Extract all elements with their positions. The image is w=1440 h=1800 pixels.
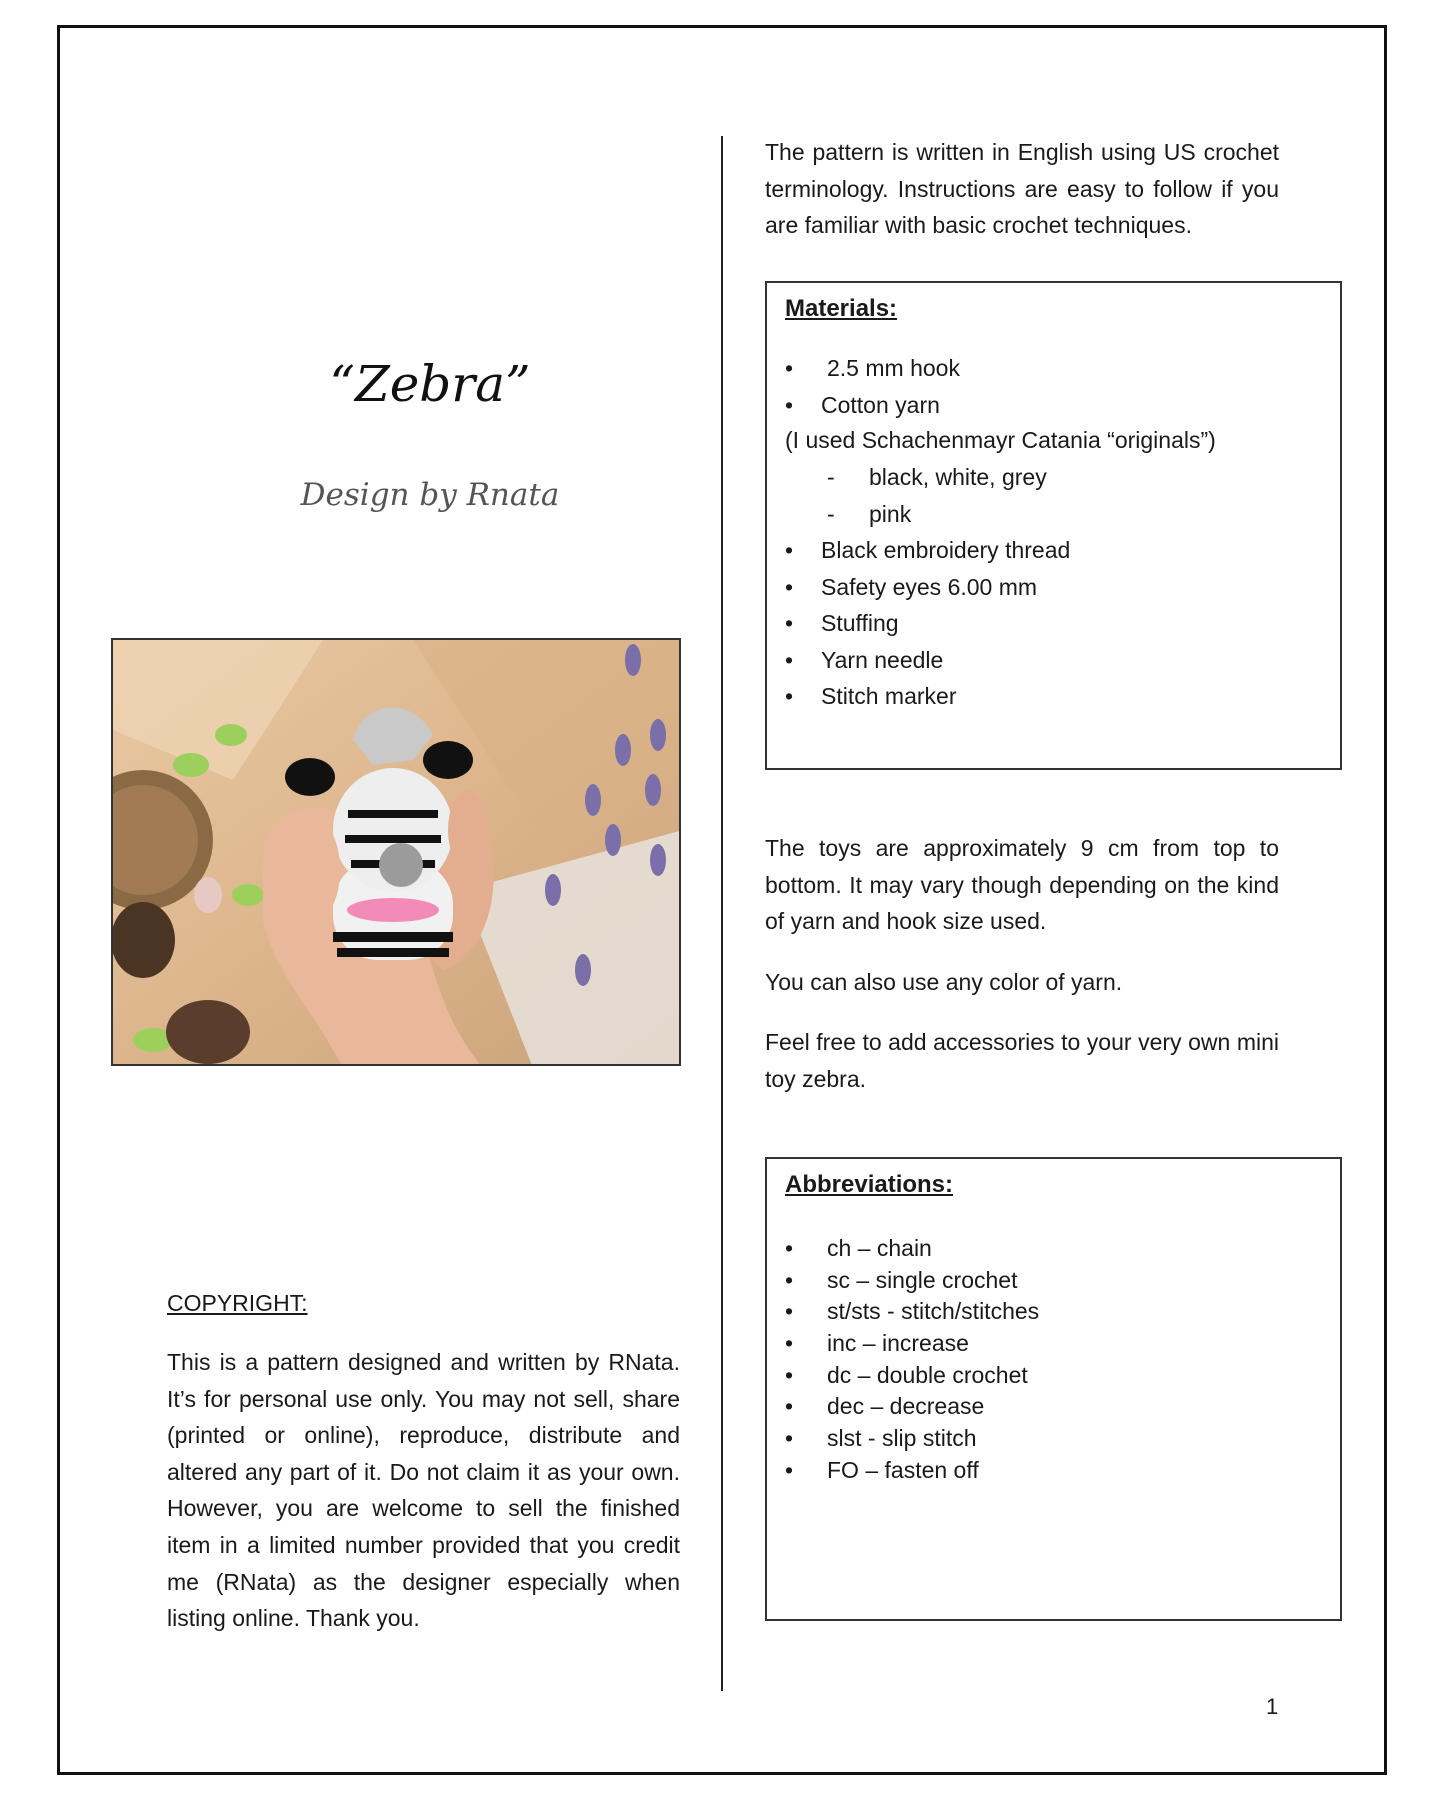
bullet-icon: • <box>785 610 794 637</box>
page-number: 1 <box>1266 1694 1279 1719</box>
color-paragraph: You can also use any color of yarn. <box>765 969 1123 995</box>
bullet-icon: • <box>785 355 794 381</box>
copyright-heading: COPYRIGHT: <box>167 1290 308 1316</box>
bullet-icon: • <box>785 1425 794 1452</box>
column-divider <box>721 136 723 1691</box>
bullet-icon: • <box>785 573 794 600</box>
pattern-title: “Zebra” <box>329 355 531 413</box>
size-paragraph: The toys are approximately 9 cm from top to bottom. It may vary though depending on the kind of yarn and hook size used. <box>765 835 1279 935</box>
bullet-icon: • <box>785 1456 794 1483</box>
bullet-icon: • <box>785 1330 794 1357</box>
bullet-icon: • <box>785 1393 794 1420</box>
intro-paragraph: The pattern is written in English using US crochet terminology. Instructions are easy to follow if you are familiar with basic crochet techniques. <box>765 139 1279 239</box>
bullet-icon: • <box>785 391 794 418</box>
bullet-icon: • <box>785 537 794 563</box>
abbreviations-heading: Abbreviations: <box>785 1171 954 1198</box>
bullet-icon: • <box>785 1361 794 1388</box>
designer-credit: Design by Rnata <box>300 477 560 513</box>
accessories-paragraph: Feel free to add accessories to your very own mini toy zebra. <box>765 1029 1279 1092</box>
copyright-text: This is a pattern designed and written by RNata. It’s for personal use only. You may not sell, share (printed or online), reproduce, distribute and altered any part of it. Do not claim it as your own. However, you are welcome to sell the finished item in a limited number provided that you credit me (RNata) as the designer especially when listing online. Thank you. <box>167 1349 680 1632</box>
yarn-brand-note: (I used Schachenmayr Catania “originals”) <box>785 427 1216 453</box>
zebra-photo <box>111 638 681 1066</box>
bullet-icon: • <box>785 683 794 710</box>
abbreviations-box: Abbreviations: • ch – chain • sc – single crochet • st/sts - stitch/stitches • inc – increase • dc – double crochet • dec – decrease • slst - slip stitch • FO – fasten off <box>765 1157 1342 1621</box>
bullet-icon: • <box>785 1266 794 1293</box>
materials-box: Materials: • 2.5 mm hook • Cotton yarn (I used Schachenmayr Catania “originals”) - black, white, grey - pink • Black embroidery thread • Safety eyes 6.00 mm • Stuffing • Yarn needle • Stitch marker <box>765 281 1342 770</box>
bullet-icon: • <box>785 1298 794 1325</box>
bullet-icon: • <box>785 646 794 673</box>
materials-heading: Materials: <box>785 295 898 322</box>
bullet-icon: • <box>785 1235 794 1261</box>
